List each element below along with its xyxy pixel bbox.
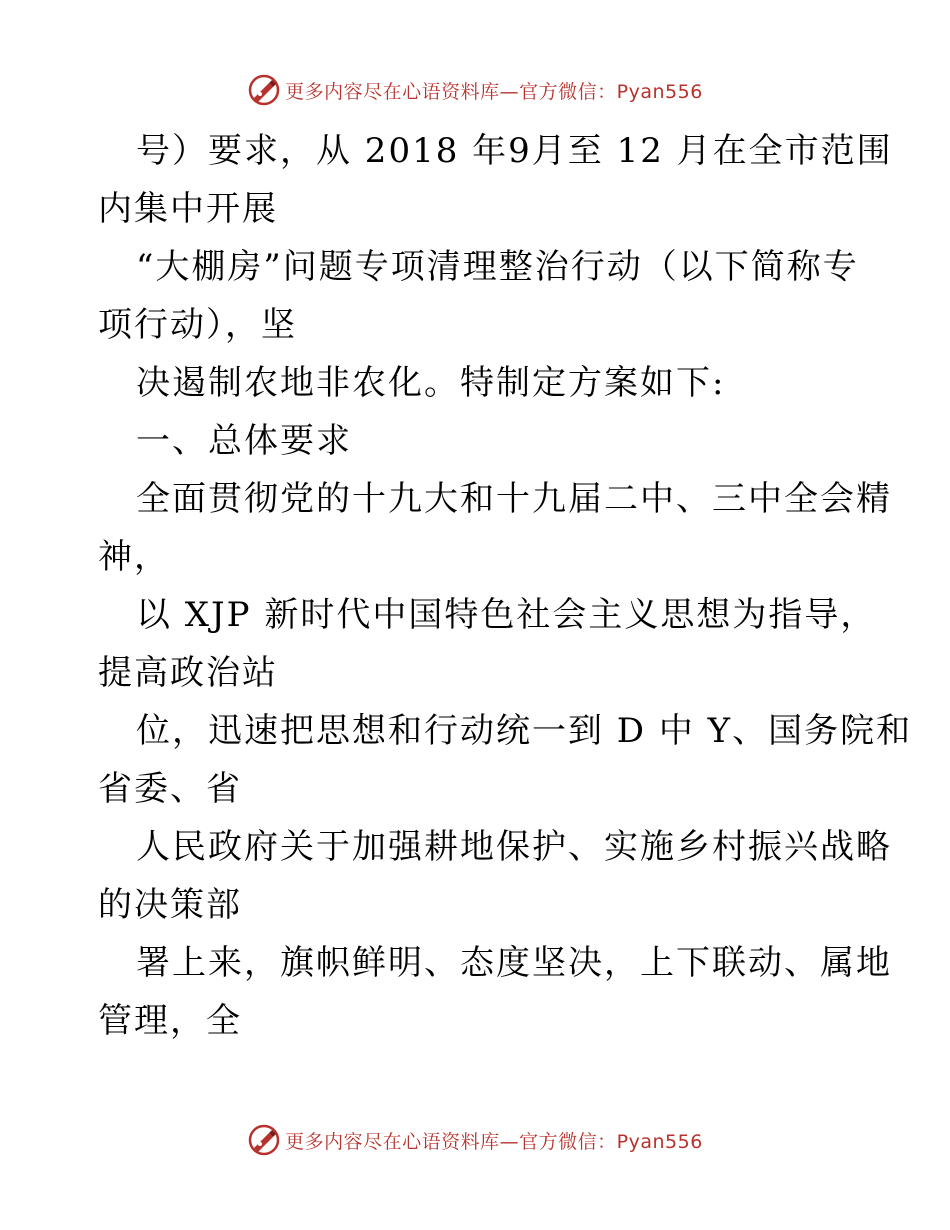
header-watermark [0,70,950,110]
text-line: 号）要求，从 2018 年9月至 12 月在全市范围 [136,131,893,171]
pen-logo-icon [247,1123,281,1157]
pen-logo-icon [247,73,281,107]
text-line: 省委、省 [98,769,242,809]
text-line: 人民政府关于加强耕地保护、实施乡村振兴战略 [136,827,892,867]
text-line: 提高政治站 [98,653,278,693]
text-line: 的决策部 [98,885,242,925]
text-line: 管理，全 [98,1001,242,1041]
text-line: 位，迅速把思想和行动统一到 D 中 Y、国务院和 [136,711,913,751]
text-line: 内集中开展 [98,189,278,229]
watermark-text: 更多内容尽在心语资料库—官方微信：Pyan556 [285,80,703,103]
text-line: 全面贯彻党的十九大和十九届二中、三中全会精 [136,479,892,519]
document-body [98,122,913,1050]
footer-watermark [0,1120,950,1160]
text-line: 署上来，旗帜鲜明、态度坚决，上下联动、属地 [136,943,892,983]
text-line: “大棚房”问题专项清理整治行动（以下简称专 [136,247,859,287]
section-heading: 一、总体要求 [136,421,352,461]
text-line: 神， [98,537,170,577]
text-line: 项行动），坚 [98,305,297,345]
text-line: 以 XJP 新时代中国特色社会主义思想为指导， [136,595,877,635]
text-line: 决遏制农地非农化。特制定方案如下: [136,363,726,403]
watermark-text: 更多内容尽在心语资料库—官方微信：Pyan556 [285,1130,703,1153]
